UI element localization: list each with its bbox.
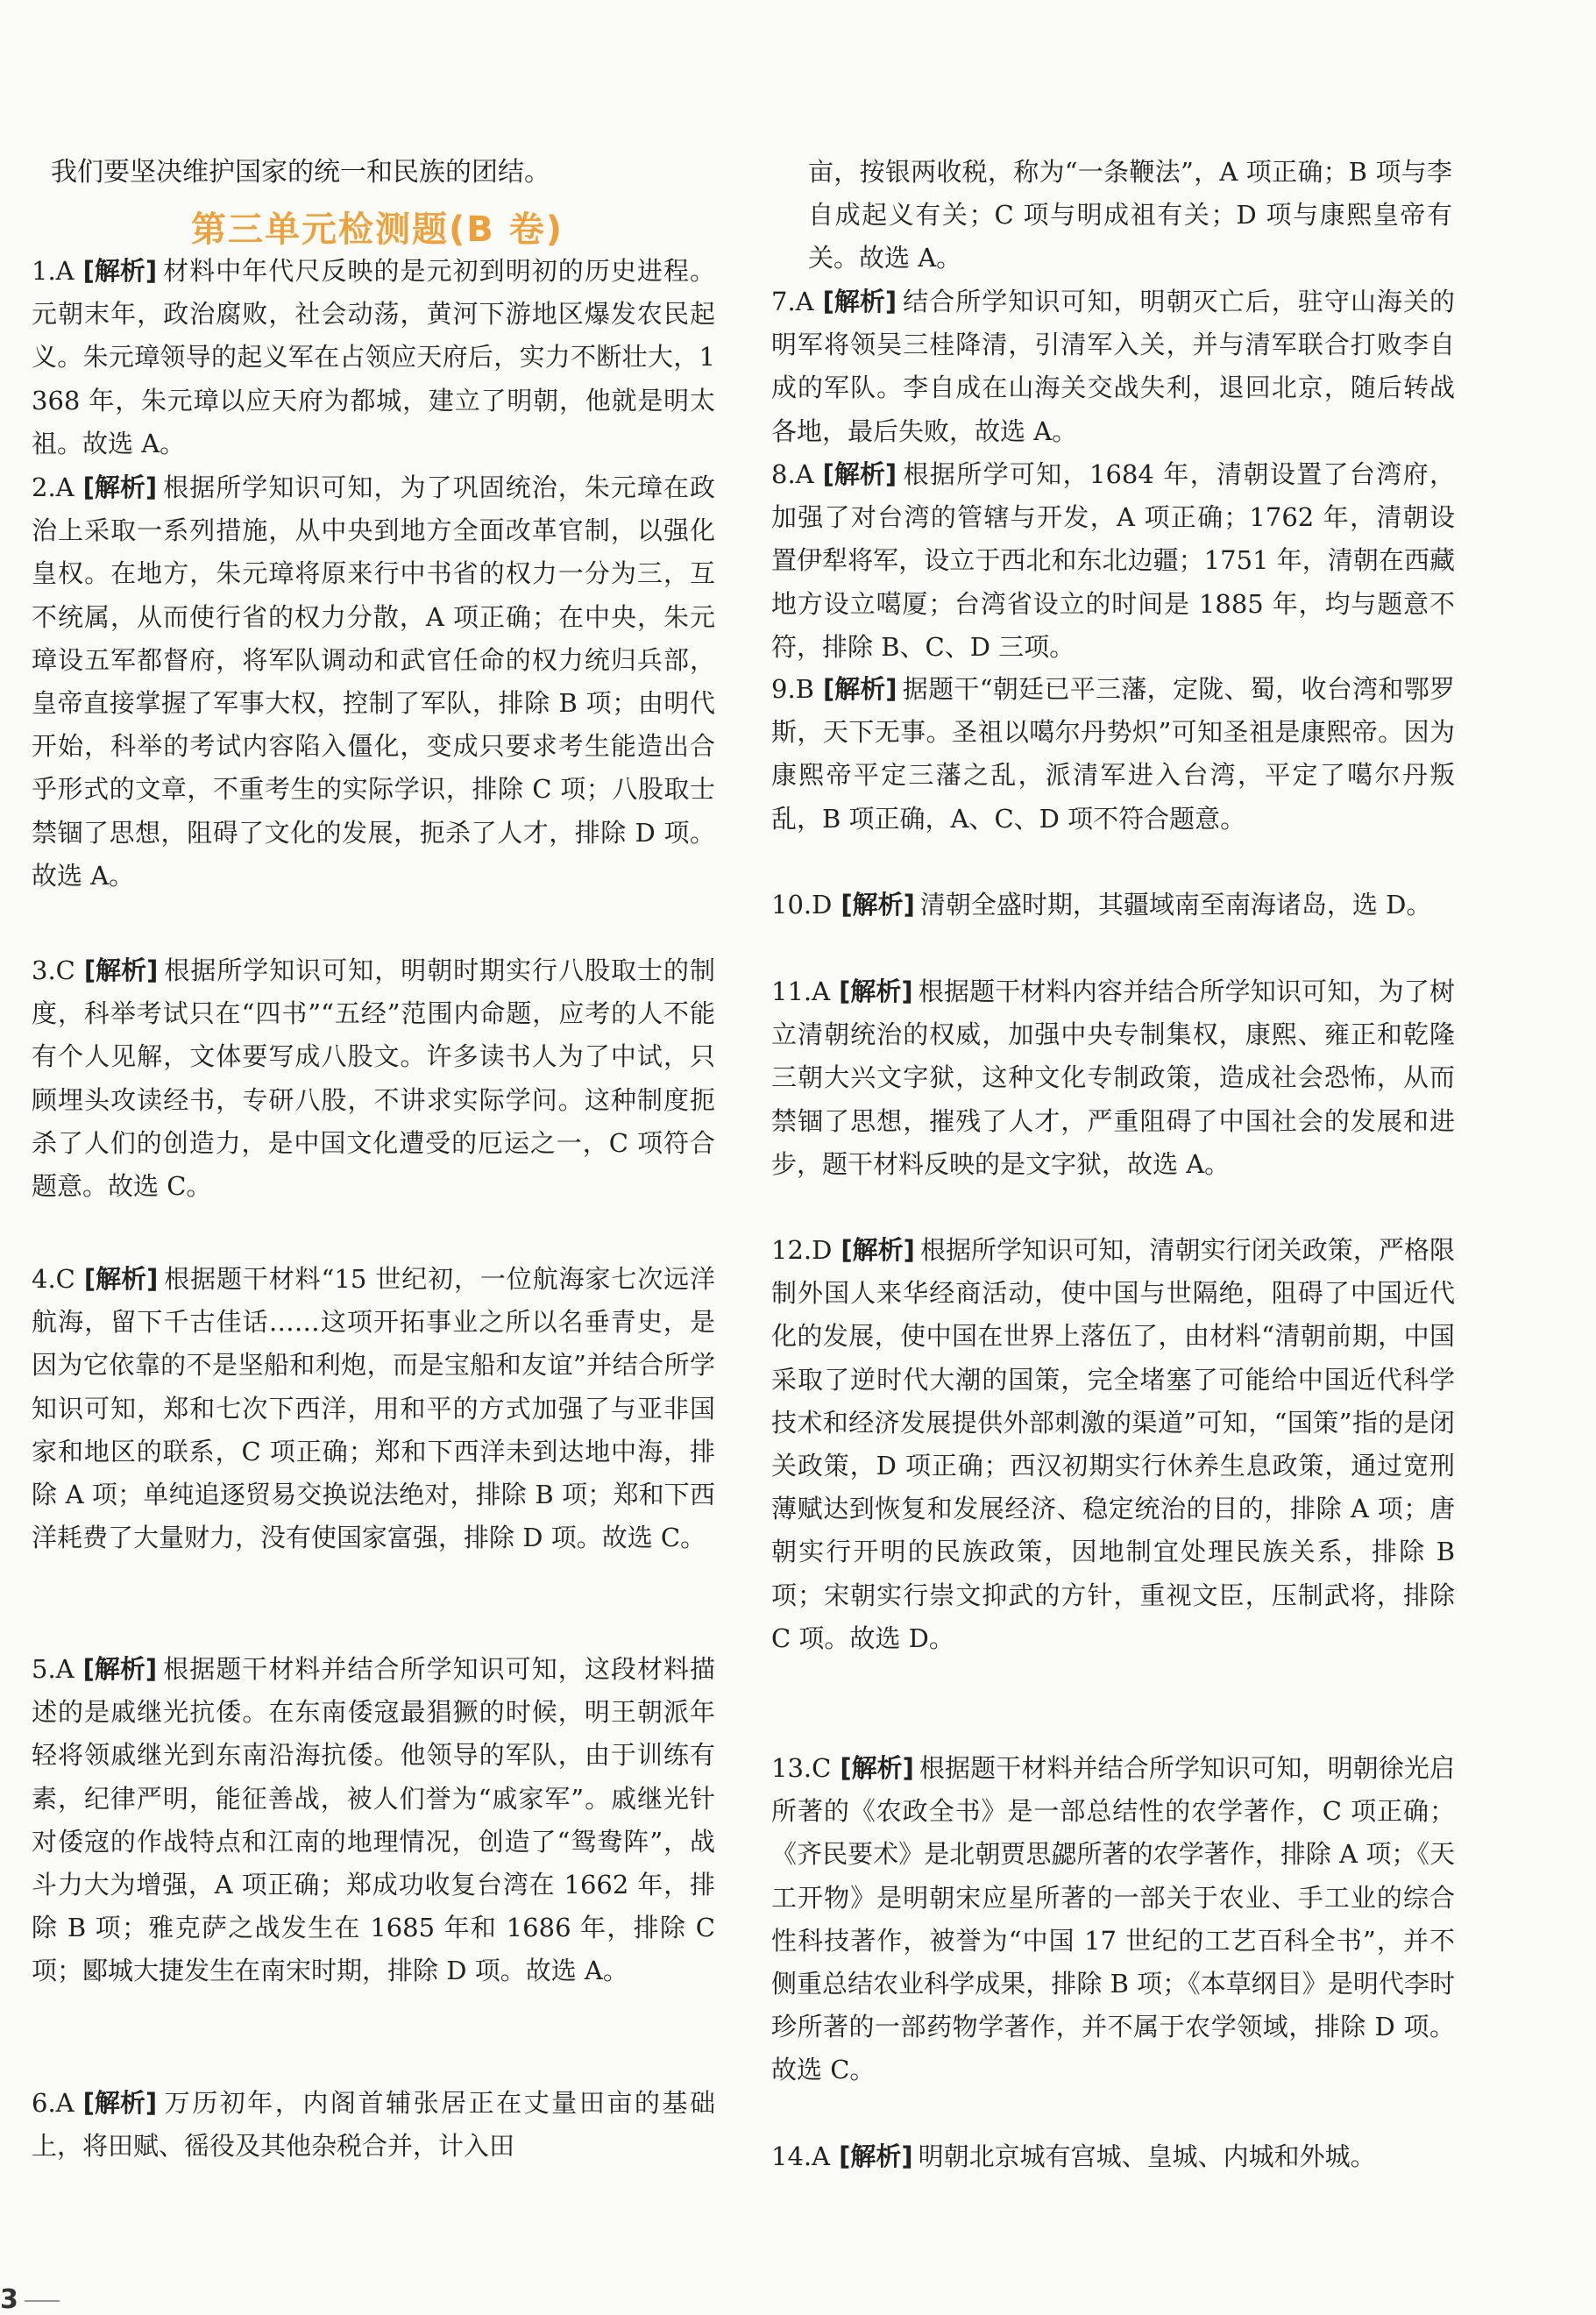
answer-item	[32, 1648, 715, 1993]
answer-item	[771, 2135, 1455, 2178]
answer-number: 6.A	[32, 2088, 74, 2118]
analysis-tag: [解析]	[82, 2088, 158, 2118]
answer-text: 材料中年代尺反映的是元初到明初的历史进程。元朝末年，政治腐败，社会动荡，黄河下游地区爆发农民起义。朱元璋领导的起义军在占领应天府后，实力不断壮大，1368 年，朱元璋以应天府为都城，建立了明朝，他就是明太祖。故选 A。	[32, 256, 715, 458]
answer-number: 4.C	[32, 1264, 75, 1294]
answer-item	[771, 1229, 1455, 1660]
answer-text: 结合所学知识可知，明朝灭亡后，驻守山海关的明军将领吴三桂降清，引清军入关，并与清军联合打败李自成的军队。李自成在山海关交战失利，退回北京，随后转战各地，最后失败，故选 A。	[771, 287, 1455, 446]
answer-item	[771, 884, 1455, 927]
page-number: 3	[0, 2284, 18, 2315]
answer-text: 根据所学知识可知，为了巩固统治，朱元璋在政治上采取一系列措施，从中央到地方全面改革官制，以强化皇权。在地方，朱元璋将原来行中书省的权力一分为三，互不统属，从而使行省的权力分散，A 项正确；在中央，朱元璋设五军都督府，将军队调动和武官任命的权力统归兵部，皇帝直接掌握了军事大权，控制了军队，排除 B 项；由明代开始，科举的考试内容陷入僵化，变成只要求考生能造出合乎形式的文章，不重考生的实际学识，排除 C 项；八股取士禁锢了思想，阻碍了文化的发展，扼杀了人才，排除 D 项。故选 A。	[32, 472, 715, 891]
answer-text: 根据题干材料并结合所学知识可知，这段材料描述的是戚继光抗倭。在东南倭寇最猖獗的时候，明王朝派年轻将领戚继光到东南沿海抗倭。他领导的军队，由于训练有素，纪律严明，能征善战，被人们誉为“戚家军”。戚继光针对倭寇的作战特点和江南的地理情况，创造了“鸳鸯阵”，战斗力大为增强，A 项正确；郑成功收复台湾在 1662 年，排除 B 项；雅克萨之战发生在 1685 年和 1686 年，排除 C 项；郾城大捷发生在南宋时期，排除 D 项。故选 A。	[32, 1654, 715, 1986]
answer-text: 明朝北京城有宫城、皇城、内城和外城。	[918, 2141, 1376, 2171]
section-title: 第三单元检测题(B 卷)	[191, 209, 564, 250]
answer-number: 10.D	[771, 890, 833, 920]
answer-text: 根据题干材料并结合所学知识可知，明朝徐光启所著的《农政全书》是一部总结性的农学著作，C 项正确；《齐民要术》是北朝贾思勰所著的农学著作，排除 A 项；《天工开物》是明朝宋应星所著的一部关于农业、手工业的综合性科技著作，被誉为“中国 17 世纪的工艺百科全书”，并不侧重总结农业科学成果，排除 B 项；《本草纲目》是明代李时珍所著的一部药物学著作，并不属于农学领域，排除 D 项。故选 C。	[771, 1753, 1455, 2085]
answer-number: 14.A	[771, 2141, 831, 2171]
analysis-tag: [解析]	[82, 1654, 158, 1684]
answer-number: 13.C	[771, 1753, 832, 1783]
answer-number: 12.D	[771, 1235, 833, 1265]
analysis-tag: [解析]	[822, 674, 897, 704]
analysis-tag: [解析]	[841, 1235, 915, 1265]
answer-text: 根据所学知识可知，清朝实行闭关政策，严格限制外国人来华经商活动，使中国与世隔绝，阻碍了中国近代化的发展，使中国在世界上落伍了，由材料“清朝前期，中国采取了逆时代大潮的国策，完全堵塞了可能给中国近代科学技术和经济发展提供外部刺激的渠道”可知，“国策”指的是闭关政策，D 项正确；西汉初期实行休养生息政策，通过宽刑薄赋达到恢复和发展经济、稳定统治的目的，排除 A 项；唐朝实行开明的民族政策，因地制宜处理民族关系，排除 B 项；宋朝实行崇文抑武的方针，重视文臣，压制武将，排除 C 项。故选 D。	[771, 1235, 1455, 1653]
analysis-tag: [解析]	[822, 287, 897, 316]
page-number-rule	[25, 2300, 60, 2302]
analysis-tag: [解析]	[82, 472, 158, 502]
answer-continuation: 亩，按银两收税，称为“一条鞭法”，A 项正确；B 项与李自成起义有关；C 项与明成祖有关；D 项与康熙皇帝有关。故选 A。	[808, 157, 1452, 273]
answer-number: 9.B	[771, 674, 814, 704]
answer-text: 万历初年，内阁首辅张居正在丈量田亩的基础上，将田赋、徭役及其他杂税合并，计入田	[32, 2088, 715, 2162]
answer-item	[771, 668, 1455, 841]
answer-text: 根据所学可知，1684 年，清朝设置了台湾府，加强了对台湾的管辖与开发，A 项正确；1762 年，清朝设置伊犁将军，设立于西北和东北边疆；1751 年，清朝在西藏地方设立噶厦；台湾省设立的时间是 1885 年，均与题意不符，排除 B、C、D 三项。	[771, 459, 1455, 662]
answer-number: 5.A	[32, 1654, 74, 1684]
answer-text: 根据题干材料内容并结合所学知识可知，为了树立清朝统治的权威，加强中央专制集权，康熙、雍正和乾隆三朝大兴文字狱，这种文化专制政策，造成社会恐怖，从而禁锢了思想，摧残了人才，严重阻碍了中国社会的发展和进步，题干材料反映的是文字狱，故选 A。	[771, 976, 1455, 1179]
answer-text: 清朝全盛时期，其疆域南至南海诸岛，选 D。	[919, 890, 1432, 920]
analysis-tag: [解析]	[839, 976, 913, 1006]
analysis-tag: [解析]	[841, 890, 915, 920]
answer-item	[771, 280, 1455, 453]
lead-line: 我们要坚决维护国家的统一和民族的团结。	[51, 157, 550, 188]
answer-text: 根据所学知识可知，明朝时期实行八股取士的制度，科举考试只在“四书”“五经”范围内命题，应考的人不能有个人见解，文体要写成八股文。许多读书人为了中试，只顾埋头攻读经书，专研八股，不讲求实际学问。这种制度扼杀了人们的创造力，是中国文化遭受的厄运之一，C 项符合题意。故选 C。	[32, 955, 715, 1202]
analysis-tag: [解析]	[822, 459, 897, 489]
analysis-tag: [解析]	[83, 1264, 159, 1294]
analysis-tag: [解析]	[82, 256, 158, 286]
answer-number: 11.A	[771, 976, 831, 1006]
answer-item	[32, 466, 715, 898]
answer-item	[771, 453, 1455, 669]
answer-text: 据题干“朝廷已平三藩，定陇、蜀，收台湾和鄂罗斯，天下无事。圣祖以噶尔丹势炽”可知圣祖是康熙帝。因为康熙帝平定三藩之乱，派清军进入台湾，平定了噶尔丹叛乱，B 项正确，A、C、D 项不符合题意。	[771, 674, 1455, 834]
answer-number: 1.A	[32, 256, 74, 286]
analysis-tag: [解析]	[840, 1753, 914, 1783]
answer-number: 2.A	[32, 472, 74, 502]
answer-item	[32, 1258, 715, 1559]
answer-number: 3.C	[32, 955, 75, 985]
answer-item	[771, 970, 1455, 1186]
analysis-tag: [解析]	[83, 955, 159, 985]
answer-item	[771, 1747, 1455, 2092]
answer-number: 8.A	[771, 459, 814, 489]
answer-item	[32, 949, 715, 1208]
answer-text: 根据题干材料“15 世纪初，一位航海家七次远洋航海，留下千古佳话……这项开拓事业之所以名垂青史，是因为它依靠的不是坚船和利炮，而是宝船和友谊”并结合所学知识可知，郑和七次下西洋，用和平的方式加强了与亚非国家和地区的联系，C 项正确；郑和下西洋未到达地中海，排除 A 项；单纯追逐贸易交换说法绝对，排除 B 项；郑和下西洋耗费了大量财力，没有使国家富强，排除 D 项。故选 C。	[32, 1264, 715, 1553]
answer-item	[32, 2082, 715, 2168]
answer-item	[32, 250, 715, 465]
answer-number: 7.A	[771, 287, 814, 316]
analysis-tag: [解析]	[839, 2141, 913, 2171]
